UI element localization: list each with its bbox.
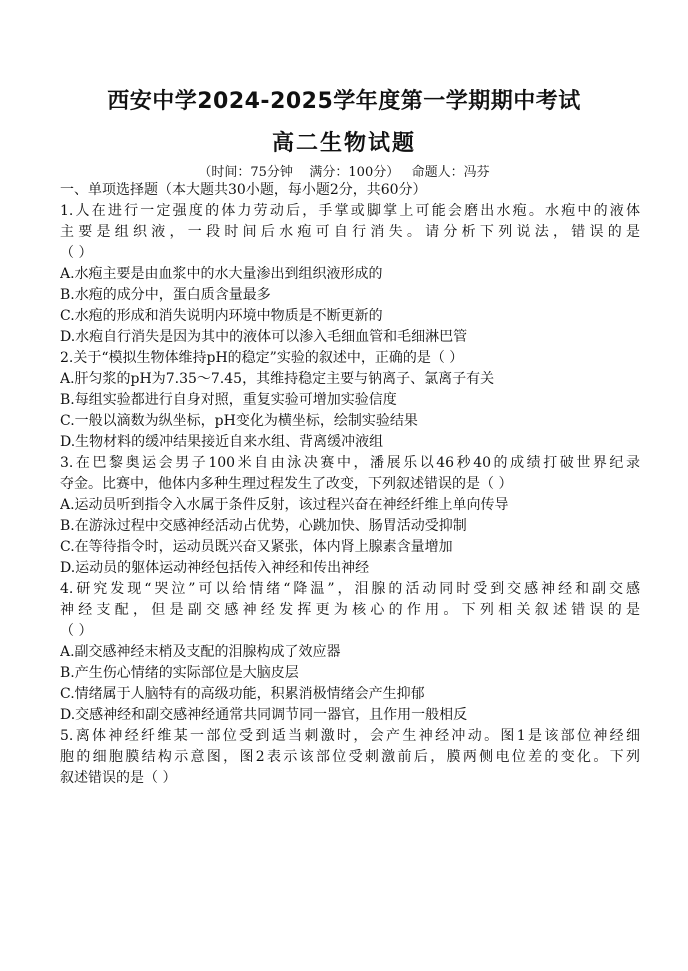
exam-meta: （时间：75分钟 满分：100分） 命题人：冯芬 [198, 165, 490, 180]
question-2-option-b: B.每组实验都进行自身对照，重复实验可增加实验信度 [60, 392, 397, 408]
question-3-option-a: A.运动员听到指令入水属于条件反射，该过程兴奋在神经纤维上单向传导 [60, 497, 509, 513]
question-2-stem-line-1: 2.关于“模拟生物体维持pH的稳定”实验的叙述中，正确的是（ ） [60, 350, 464, 366]
question-3-stem-line-1: 3.在巴黎奥运会男子100米自由泳决赛中，潘展乐以46秒40的成绩打破世界纪录 [60, 455, 640, 471]
question-1-stem-line-2: 主要是组织液，一段时间后水疱可自行消失。请分析下列说法，错误的是 [60, 224, 640, 240]
question-3-stem-line-2: 夺金。比赛中，他体内多种生理过程发生了改变，下列叙述错误的是（ ） [60, 476, 513, 492]
question-2-option-c: C.一般以滴数为纵坐标，pH变化为横坐标，绘制实验结果 [60, 413, 418, 429]
question-2-option-d: D.生物材料的缓冲结果接近自来水组、背离缓冲液组 [60, 434, 384, 450]
exam-subtitle: 高二生物试题 [271, 131, 416, 156]
question-1-option-d: D.水疱自行消失是因为其中的液体可以渗入毛细血管和毛细淋巴管 [60, 329, 468, 345]
question-3-option-d: D.运动员的躯体运动神经包括传入神经和传出神经 [60, 560, 370, 576]
question-4-stem-line-3: （ ） [60, 623, 93, 639]
question-5-stem-line-3: 叙述错误的是（ ） [60, 770, 177, 786]
question-1-option-c: C.水疱的形成和消失说明内环境中物质是不断更新的 [60, 308, 383, 324]
question-4-option-c: C.情绪属于人脑特有的高级功能，积累消极情绪会产生抑郁 [60, 686, 425, 702]
question-1-stem-line-1: 1.人在进行一定强度的体力劳动后，手掌或脚掌上可能会磨出水疱。水疱中的液体 [60, 203, 640, 219]
question-1-option-b: B.水疱的成分中，蛋白质含量最多 [60, 287, 271, 303]
exam-title: 西安中学2024-2025学年度第一学期期中考试 [107, 89, 581, 114]
question-4-stem-line-1: 4.研究发现“哭泣”可以给情绪“降温”，泪腺的活动同时受到交感神经和副交感 [60, 581, 640, 597]
question-4-option-a: A.副交感神经末梢及支配的泪腺构成了效应器 [60, 644, 341, 660]
question-4-option-b: B.产生伤心情绪的实际部位是大脑皮层 [60, 665, 299, 681]
question-4-option-d: D.交感神经和副交感神经通常共同调节同一器官，且作用一般相反 [60, 707, 468, 723]
question-2-option-a: A.肝匀浆的pH为7.35～7.45，其维持稳定主要与钠离子、氯离子有关 [60, 371, 495, 387]
question-4-stem-line-2: 神经支配，但是副交感神经发挥更为核心的作用。下列相关叙述错误的是 [60, 602, 640, 618]
section-heading: 一、单项选择题（本大题共30小题，每小题2分，共60分） [60, 182, 427, 198]
question-5-stem-line-1: 5.离体神经纤维某一部位受到适当刺激时，会产生神经冲动。图1是该部位神经细 [60, 728, 640, 744]
question-1-stem-line-3: （ ） [60, 245, 93, 261]
question-1-option-a: A.水疱主要是由血浆中的水大量渗出到组织液形成的 [60, 266, 383, 282]
question-5-stem-line-2: 胞的细胞膜结构示意图，图2表示该部位受刺激前后，膜两侧电位差的变化。下列 [60, 749, 640, 765]
question-content [60, 180, 640, 789]
question-3-option-b: B.在游泳过程中交感神经活动占优势，心跳加快、肠胃活动受抑制 [60, 518, 467, 534]
question-3-option-c: C.在等待指令时，运动员既兴奋又紧张，体内肾上腺素含量增加 [60, 539, 453, 555]
